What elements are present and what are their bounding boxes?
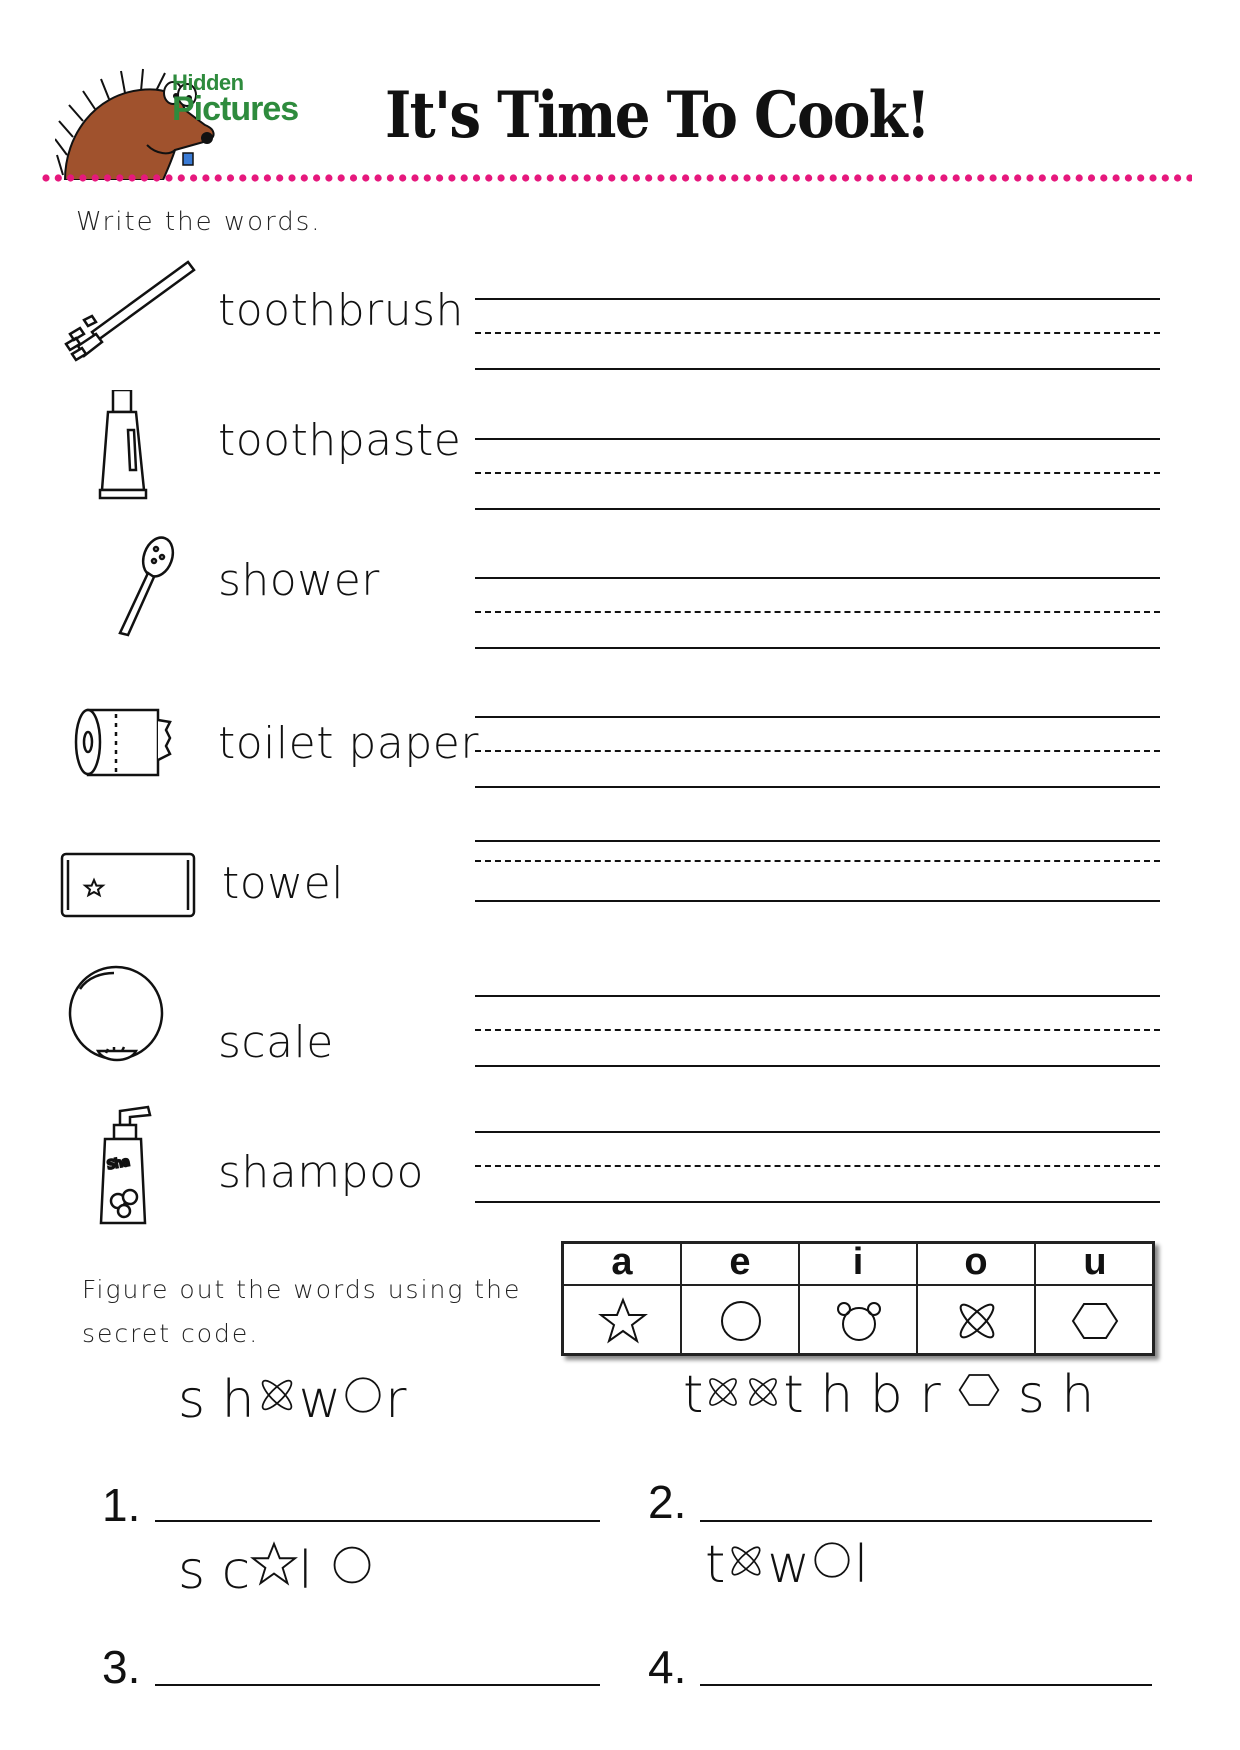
divider-dot bbox=[891, 174, 898, 181]
shampoo-icon bbox=[58, 1095, 198, 1225]
code-text: w bbox=[767, 1535, 810, 1595]
handwriting-lines[interactable] bbox=[475, 577, 1160, 652]
x-petals-icon bbox=[255, 1373, 299, 1417]
word-label: scale bbox=[218, 1017, 334, 1068]
divider-dot bbox=[362, 174, 369, 181]
divider-dot bbox=[301, 174, 308, 181]
word-row-shower bbox=[0, 535, 1240, 655]
secret-code-instruction bbox=[82, 1268, 521, 1356]
divider-dot bbox=[817, 174, 824, 181]
word-label: shower bbox=[218, 555, 380, 606]
divider-dot bbox=[448, 174, 455, 181]
divider-dot bbox=[633, 174, 640, 181]
divider-dot bbox=[325, 174, 332, 181]
divider-dot bbox=[129, 174, 136, 181]
divider-dot bbox=[436, 174, 443, 181]
code-cell-o bbox=[918, 1241, 1036, 1353]
code-cell-e bbox=[682, 1241, 800, 1353]
divider-dot bbox=[1125, 174, 1132, 181]
word-row-toothbrush bbox=[0, 260, 1240, 380]
divider-dot bbox=[424, 174, 431, 181]
bear-face-icon bbox=[834, 1296, 884, 1346]
circle-icon bbox=[716, 1296, 766, 1346]
divider-dot bbox=[965, 174, 972, 181]
divider-dot bbox=[1137, 174, 1144, 181]
toothpaste-icon bbox=[58, 390, 198, 500]
divider-dot bbox=[461, 174, 468, 181]
answer-number-1: 1. bbox=[102, 1479, 141, 1531]
divider-dot bbox=[928, 174, 935, 181]
divider-dot bbox=[202, 174, 209, 181]
divider-dot bbox=[584, 174, 591, 181]
code-text: l bbox=[853, 1535, 869, 1595]
code-text: t bbox=[683, 1365, 704, 1425]
divider-dot bbox=[867, 174, 874, 181]
divider-dot bbox=[42, 174, 49, 181]
divider-dot bbox=[252, 174, 259, 181]
towel-icon bbox=[58, 840, 198, 950]
divider-dot bbox=[1063, 174, 1070, 181]
divider-dot bbox=[645, 174, 652, 181]
answer-line-3[interactable] bbox=[155, 1684, 600, 1686]
brand-logo bbox=[172, 72, 298, 126]
divider-dot bbox=[780, 174, 787, 181]
toothbrush-icon bbox=[58, 260, 198, 370]
divider-dot bbox=[239, 174, 246, 181]
divider-dot bbox=[657, 174, 664, 181]
star-icon bbox=[250, 1540, 298, 1588]
code-text: s c bbox=[178, 1541, 251, 1601]
dotted-divider bbox=[42, 172, 1192, 184]
divider-dot bbox=[104, 174, 111, 181]
code-cell-u bbox=[1036, 1241, 1154, 1353]
divider-dot bbox=[596, 174, 603, 181]
divider-dot bbox=[1088, 174, 1095, 181]
word-label: toothbrush bbox=[218, 285, 464, 336]
word-row-towel bbox=[0, 840, 1240, 960]
divider-dot bbox=[830, 174, 837, 181]
secret-code-table bbox=[561, 1241, 1155, 1356]
divider-dot bbox=[92, 174, 99, 181]
answer-number-3: 3. bbox=[102, 1641, 141, 1693]
word-row-toothpaste bbox=[0, 390, 1240, 510]
divider-dot bbox=[547, 174, 554, 181]
answer-line-4[interactable] bbox=[700, 1684, 1152, 1686]
divider-dot bbox=[719, 174, 726, 181]
divider-dot bbox=[153, 174, 160, 181]
word-row-toilet-paper bbox=[0, 700, 1240, 820]
divider-dot bbox=[621, 174, 628, 181]
divider-dot bbox=[190, 174, 197, 181]
code-letter: u bbox=[1036, 1244, 1154, 1286]
divider-dot bbox=[79, 174, 86, 181]
word-label: towel bbox=[222, 858, 344, 909]
divider-dot bbox=[707, 174, 714, 181]
code-letter: a bbox=[564, 1244, 680, 1286]
divider-dot bbox=[1039, 174, 1046, 181]
code-letter: e bbox=[682, 1244, 798, 1286]
divider-dot bbox=[350, 174, 357, 181]
divider-dot bbox=[559, 174, 566, 181]
divider-dot bbox=[682, 174, 689, 181]
svg-text:Sha: Sha bbox=[106, 1154, 131, 1172]
handwriting-lines[interactable] bbox=[475, 1131, 1160, 1206]
write-words-instruction: Write the words. bbox=[76, 207, 322, 237]
code-text: t h b r bbox=[783, 1365, 941, 1425]
divider-dot bbox=[1149, 174, 1156, 181]
divider-dot bbox=[411, 174, 418, 181]
divider-dot bbox=[313, 174, 320, 181]
divider-dot bbox=[842, 174, 849, 181]
answer-line-1[interactable] bbox=[155, 1520, 600, 1522]
handwriting-lines[interactable] bbox=[475, 716, 1160, 791]
code-cell-i bbox=[800, 1241, 918, 1353]
divider-dot bbox=[1174, 174, 1181, 181]
hexagon-icon bbox=[1070, 1296, 1120, 1346]
word-label: shampoo bbox=[218, 1147, 424, 1198]
handwriting-lines[interactable] bbox=[475, 840, 1160, 915]
puzzle-4-code bbox=[705, 1535, 868, 1595]
divider-dot bbox=[498, 174, 505, 181]
brand-line-1: Hidden bbox=[172, 70, 244, 95]
divider-dot bbox=[793, 174, 800, 181]
puzzle-1-code bbox=[178, 1370, 407, 1430]
brand-line-2: Pictures bbox=[172, 90, 299, 128]
divider-dot bbox=[1113, 174, 1120, 181]
divider-dot bbox=[694, 174, 701, 181]
scale-icon bbox=[58, 965, 198, 1075]
puzzle-2-code bbox=[683, 1365, 1094, 1425]
word-label: toilet paper bbox=[218, 718, 479, 769]
divider-dot bbox=[731, 174, 738, 181]
code-letter: i bbox=[800, 1244, 916, 1286]
divider-dot bbox=[399, 174, 406, 181]
code-letter: o bbox=[918, 1244, 1034, 1286]
word-row-scale bbox=[0, 965, 1240, 1085]
divider-dot bbox=[768, 174, 775, 181]
shower-head-icon bbox=[58, 535, 198, 645]
handwriting-lines[interactable] bbox=[475, 298, 1160, 373]
divider-dot bbox=[1026, 174, 1033, 181]
divider-dot bbox=[534, 174, 541, 181]
divider-dot bbox=[387, 174, 394, 181]
code-text: w bbox=[298, 1370, 342, 1430]
code-text: s h bbox=[178, 1370, 255, 1430]
divider-dot bbox=[276, 174, 283, 181]
divider-dot bbox=[571, 174, 578, 181]
puzzle-3-code bbox=[178, 1540, 375, 1601]
code-text: r bbox=[385, 1370, 407, 1430]
divider-dot bbox=[288, 174, 295, 181]
divider-dot bbox=[953, 174, 960, 181]
divider-dot bbox=[744, 174, 751, 181]
divider-dot bbox=[485, 174, 492, 181]
code-text: s h bbox=[1017, 1365, 1095, 1425]
answer-number-4: 4. bbox=[648, 1641, 687, 1693]
divider-dot bbox=[977, 174, 984, 181]
divider-dot bbox=[1100, 174, 1107, 181]
divider-dot bbox=[916, 174, 923, 181]
word-row-shampoo bbox=[0, 1095, 1240, 1215]
handwriting-lines[interactable] bbox=[475, 995, 1160, 1070]
page-title: It's Time To Cook! bbox=[385, 78, 929, 153]
divider-dot bbox=[854, 174, 861, 181]
divider-dot bbox=[903, 174, 910, 181]
divider-dot bbox=[608, 174, 615, 181]
divider-dot bbox=[1186, 174, 1192, 181]
x-petals-icon bbox=[703, 1372, 743, 1412]
divider-dot bbox=[178, 174, 185, 181]
divider-dot bbox=[55, 174, 62, 181]
code-cell-a bbox=[564, 1241, 682, 1353]
divider-dot bbox=[990, 174, 997, 181]
divider-dot bbox=[805, 174, 812, 181]
circle-icon bbox=[810, 1538, 854, 1582]
divider-dot bbox=[215, 174, 222, 181]
divider-dot bbox=[227, 174, 234, 181]
answer-number-2: 2. bbox=[648, 1476, 687, 1528]
x-petals-icon bbox=[725, 1540, 767, 1582]
circle-icon bbox=[329, 1542, 375, 1588]
circle-icon bbox=[341, 1373, 385, 1417]
divider-dot bbox=[1051, 174, 1058, 181]
divider-dot bbox=[510, 174, 517, 181]
divider-dot bbox=[165, 174, 172, 181]
divider-dot bbox=[1162, 174, 1169, 181]
x-petals-icon bbox=[743, 1372, 783, 1412]
divider-dot bbox=[940, 174, 947, 181]
divider-dot bbox=[116, 174, 123, 181]
divider-dot bbox=[670, 174, 677, 181]
divider-dot bbox=[338, 174, 345, 181]
star-icon bbox=[598, 1296, 648, 1346]
divider-dot bbox=[522, 174, 529, 181]
toilet-paper-icon bbox=[58, 700, 198, 810]
instruction-line-2: secret code. bbox=[82, 1319, 260, 1348]
instruction-line-1: Figure out the words using the bbox=[82, 1275, 522, 1304]
code-text: t bbox=[705, 1535, 726, 1595]
hexagon-icon bbox=[957, 1368, 1001, 1412]
answer-line-2[interactable] bbox=[700, 1520, 1152, 1522]
divider-dot bbox=[473, 174, 480, 181]
divider-dot bbox=[67, 174, 74, 181]
divider-dot bbox=[1076, 174, 1083, 181]
divider-dot bbox=[756, 174, 763, 181]
code-text: l bbox=[298, 1541, 313, 1601]
divider-dot bbox=[1014, 174, 1021, 181]
word-label: toothpaste bbox=[218, 415, 462, 466]
divider-dot bbox=[264, 174, 271, 181]
divider-dot bbox=[1002, 174, 1009, 181]
x-petals-icon bbox=[952, 1296, 1002, 1346]
divider-dot bbox=[141, 174, 148, 181]
divider-dot bbox=[375, 174, 382, 181]
divider-dot bbox=[879, 174, 886, 181]
handwriting-lines[interactable] bbox=[475, 438, 1160, 513]
